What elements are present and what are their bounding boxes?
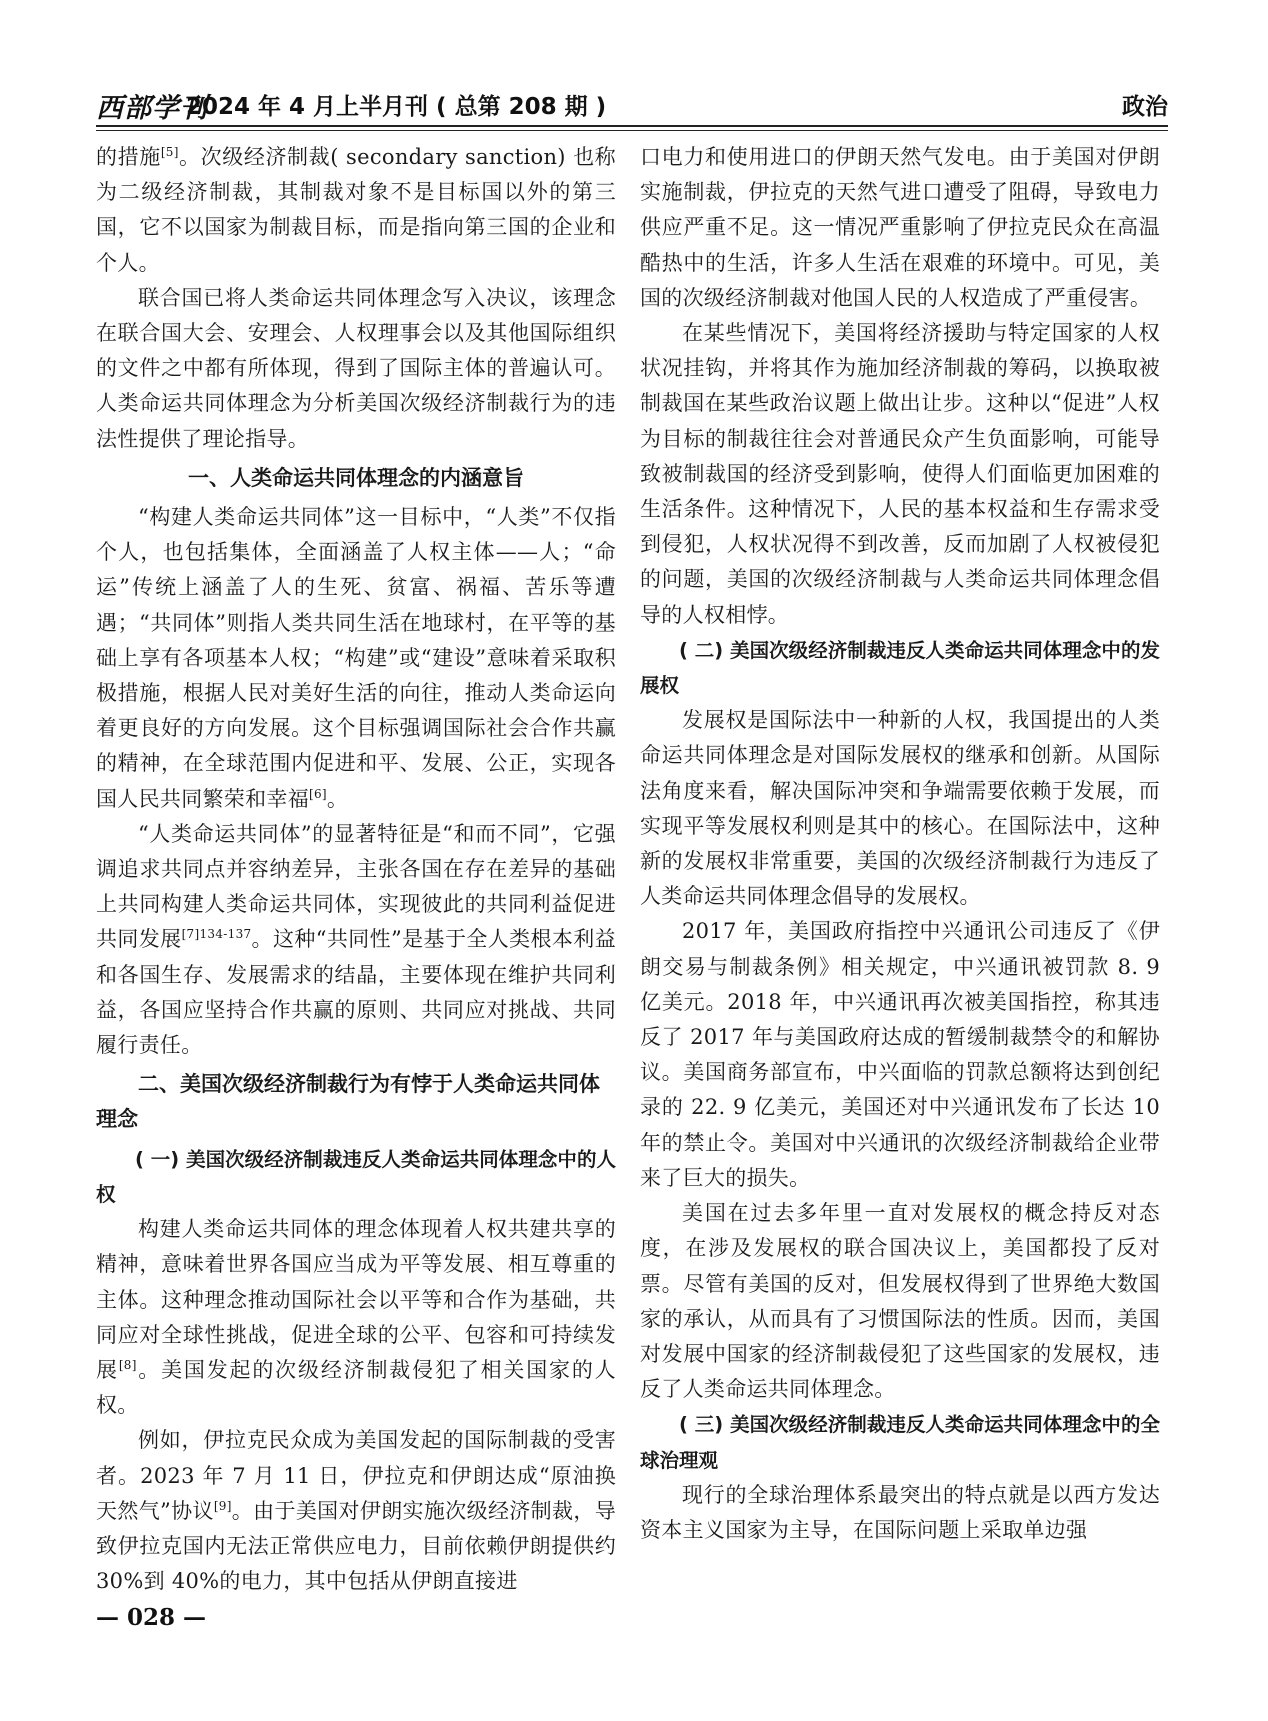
section-heading: 一、人类命运共同体理念的内涵意旨 — [188, 465, 524, 490]
header-rule — [96, 125, 1168, 127]
paragraph: 在某些情况下，美国将经济援助与特定国家的人权状况挂钩，并将其作为施加经济制裁的筹码，以换取被制裁国在某些政治议题上做出让步。这种以“促进”人权为目标的制裁往往会对普通民众产生负面影响，可能导致被制裁国的经济受到影响，使得人们面临更加困难的生活条件。这种情况下，人民的基本权益和生存需求受到侵犯，人权状况得不到改善，反而加剧了人权被侵犯的问题，美国的次级经济制裁与人类命运共同体理念倡导的人权相悖。 — [640, 321, 1160, 627]
page-number: — 028 — — [96, 1604, 207, 1631]
page-header — [96, 84, 1168, 128]
citation[interactable]: [9] — [213, 1498, 232, 1513]
paragraph: 现行的全球治理体系最突出的特点就是以西方发达资本主义国家为主导，在国际问题上采取单边强 — [640, 1482, 1160, 1542]
citation[interactable]: [7]134-137 — [181, 927, 252, 942]
left-column — [96, 140, 616, 1599]
right-column — [640, 140, 1160, 1548]
paragraph: 的措施[5]。次级经济制裁( secondary sanction) 也称为二级经济制裁，其制裁对象不是目标国以外的第三国，它不以国家为制裁目标，而是指向第三国的企业和个人。 — [96, 145, 616, 275]
paragraph: “人类命运共同体”的显著特征是“和而不同”，它强调追求共同点并容纳差异，主张各国在存在差异的基础上共同构建人类命运共同体，实现彼此的共同利益促进共同发展$^{[7]134-137}$。这种“共同性”是基于全人类根本利益和各国生存、发展需求的结晶，主要体现在维护共同利益，各国应坚持合作共赢的原则、共同应对挑战、共同履行责任。 — [96, 821, 616, 1058]
paragraph: 构建人类命运共同体的理念体现着人权共建共享的精神，意味着世界各国应当成为平等发展、相互尊重的主体。这种理念推动国际社会以平等和合作为基础，共同应对全球性挑战，促进全球的公平、包容和可持续发展[8]。美国发起的次级经济制裁侵犯了相关国家的人权。 — [96, 1217, 616, 1418]
subsection-heading: ( 三) 美国次级经济制裁违反人类命运共同体理念中的全球治理观 — [640, 1413, 1160, 1472]
paragraph: 2017 年，美国政府指控中兴通讯公司违反了《伊朗交易与制裁条例》相关规定，中兴通讯被罚款 8. 9 亿美元。2018 年，中兴通讯再次被美国指控，称其违反了 2017 年与美国政府达成的暂缓制裁禁令的和解协议。美国商务部宣布，中兴面临的罚款总额将达到创纪录的 22. 9 亿美元，美国还对中兴通讯发布了长达 10 年的禁止令。美国对中兴通讯的次级经济制裁给企业带来了巨大的损失。 — [640, 919, 1160, 1190]
citation[interactable]: [8] — [118, 1357, 137, 1372]
subsection-heading: ( 一) 美国次级经济制裁违反人类命运共同体理念中的人权 — [96, 1147, 616, 1206]
section-label: 政治 — [1122, 94, 1168, 120]
paragraph: 联合国已将人类命运共同体理念写入决议，该理念在联合国大会、安理会、人权理事会以及其他国际组织的文件之中都有所体现，得到了国际主体的普遍认可。人类命运共同体理念为分析美国次级经济制裁行为的违法性提供了理论指导。 — [96, 285, 616, 451]
paragraph: 例如，伊拉克民众成为美国发起的国际制裁的受害者。2023 年 7 月 11 日，伊拉克和伊朗达成“原油换天然气”协议[9]。由于美国对伊朗实施次级经济制裁，导致伊拉克国内无法正常供应电力，目前依赖伊朗提供约 30%到 40%的电力，其中包括从伊朗直接进 — [96, 1428, 616, 1594]
citation[interactable]: [6] — [309, 786, 327, 801]
paragraph: 发展权是国际法中一种新的人权，我国提出的人类命运共同体理念是对国际发展权的继承和创新。从国际法角度来看，解决国际冲突和争端需要依赖于发展，而实现平等发展权利则是其中的核心。在国际法中，这种新的发展权非常重要，美国的次级经济制裁行为违反了人类命运共同体理念倡导的发展权。 — [640, 708, 1160, 909]
citation[interactable]: [5] — [160, 145, 179, 159]
journal-logo: 西部学刊 — [96, 93, 208, 124]
paragraph: 口电力和使用进口的伊朗天然气发电。由于美国对伊朗实施制裁，伊拉克的天然气进口遭受了阻碍，导致电力供应严重不足。这一情况严重影响了伊拉克民众在高温酷热中的生活，许多人生活在艰难的环境中。可见，美国的次级经济制裁对他国人民的人权造成了严重侵害。 — [640, 145, 1160, 310]
paragraph: “构建人类命运共同体”这一目标中，“人类”不仅指个人，也包括集体，全面涵盖了人权主体——人；“命运”传统上涵盖了人的生死、贫富、祸福、苦乐等遭遇；“共同体”则指人类共同生活在地球村，在平等的基础上享有各项基本人权；“构建”或“建设”意味着采取积极措施，根据人民对美好生活的向往，推动人类命运向着更良好的方向发展。这个目标强调国际社会合作共赢的精神，在全球范围内促进和平、发展、公正，实现各国人民共同繁荣和幸福[6]。 — [96, 505, 616, 811]
section-heading: 二、美国次级经济制裁行为有悖于人类命运共同体理念 — [96, 1072, 600, 1132]
issue-info: 2024 年 4 月上半月刊 ( 总第 208 期 ) — [186, 94, 607, 120]
paragraph: 美国在过去多年里一直对发展权的概念持反对态度，在涉及发展权的联合国决议上，美国都投了反对票。尽管有美国的反对，但发展权得到了世界绝大数国家的承认，从而具有了习惯国际法的性质。因而，美国对发展中国家的经济制裁侵犯了这些国家的发展权，违反了人类命运共同体理念。 — [640, 1201, 1160, 1402]
header-rule-thin — [96, 130, 1168, 131]
subsection-heading: ( 二) 美国次级经济制裁违反人类命运共同体理念中的发展权 — [640, 638, 1160, 698]
